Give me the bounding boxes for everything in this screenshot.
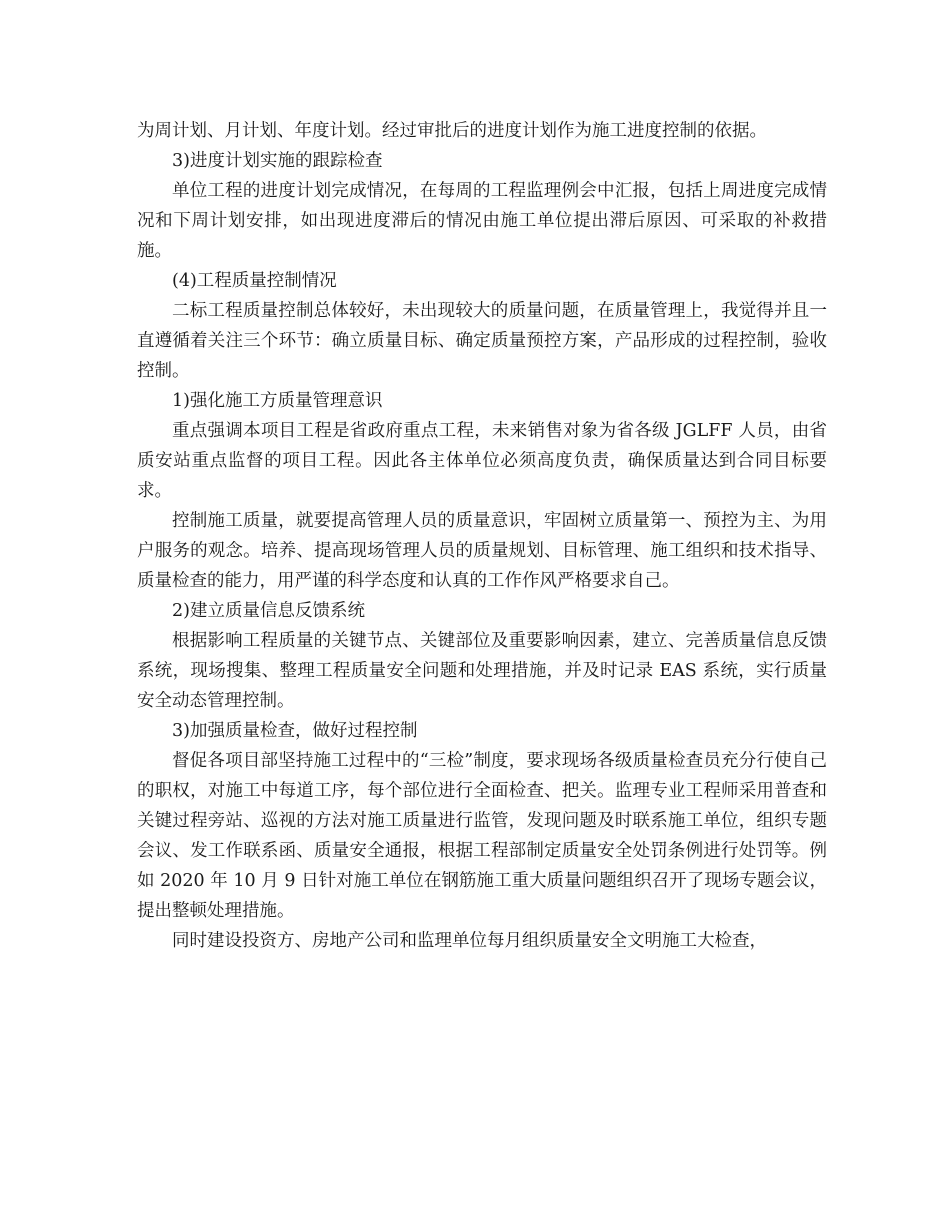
paragraph: 同时建设投资方、房地产公司和监理单位每月组织质量安全文明施工大检查， — [172, 931, 767, 951]
paragraph: 为周计划、月计划、年度计划。经过审批后的进度计划作为施工进度控制的依据。 — [137, 121, 767, 141]
paragraph: 单位工程的进度计划完成情况，在每周的工程监理例会中汇报，包括上周进度完成情况和下周计划安排，如出现进度滞后的情况由施工单位提出滞后原因、可采取的补救措施。 — [137, 181, 827, 261]
paragraph: 重点强调本项目工程是省政府重点工程，未来销售对象为省各级 JGLFF 人员，由省质安站重点监督的项目工程。因此各主体单位必须高度负责，确保质量达到合同目标要求。 — [137, 421, 827, 501]
paragraph: 根据影响工程质量的关键节点、关键部位及重要影响因素，建立、完善质量信息反馈系统，现场搜集、整理工程质量安全问题和处理措施，并及时记录 EAS 系统，实行质量安全动态管理控制。 — [137, 631, 827, 711]
paragraph: 控制施工质量，就要提高管理人员的质量意识，牢固树立质量第一、预控为主、为用户服务的观念。培养、提高现场管理人员的质量规划、目标管理、施工组织和技术指导、质量检查的能力，用严谨的科学态度和认真的工作作风严格要求自己。 — [137, 511, 827, 591]
subheading: 2)建立质量信息反馈系统 — [172, 601, 365, 621]
section-heading: (4)工程质量控制情况 — [172, 271, 337, 291]
document-page — [137, 116, 827, 956]
subheading: 1)强化施工方质量管理意识 — [172, 391, 383, 411]
subheading: 3)进度计划实施的跟踪检查 — [172, 151, 383, 171]
paragraph: 督促各项目部坚持施工过程中的“三检”制度，要求现场各级质量检查员充分行使自己的职权，对施工中每道工序，每个部位进行全面检查、把关。监理专业工程师采用普查和关键过程旁站、巡视的方法对施工质量进行监管，发现问题及时联系施工单位，组织专题会议、发工作联系函、质量安全通报，根据工程部制定质量安全处罚条例进行处罚等。例如 2020 年 10 月 9 日针对施工单位在钢筋施工重大质量问题组织召开了现场专题会议，提出整顿处理措施。 — [137, 751, 827, 921]
paragraph: 二标工程质量控制总体较好，未出现较大的质量问题，在质量管理上，我觉得并且一直遵循着关注三个环节：确立质量目标、确定质量预控方案，产品形成的过程控制，验收控制。 — [137, 301, 827, 381]
subheading: 3)加强质量检查，做好过程控制 — [172, 721, 418, 741]
